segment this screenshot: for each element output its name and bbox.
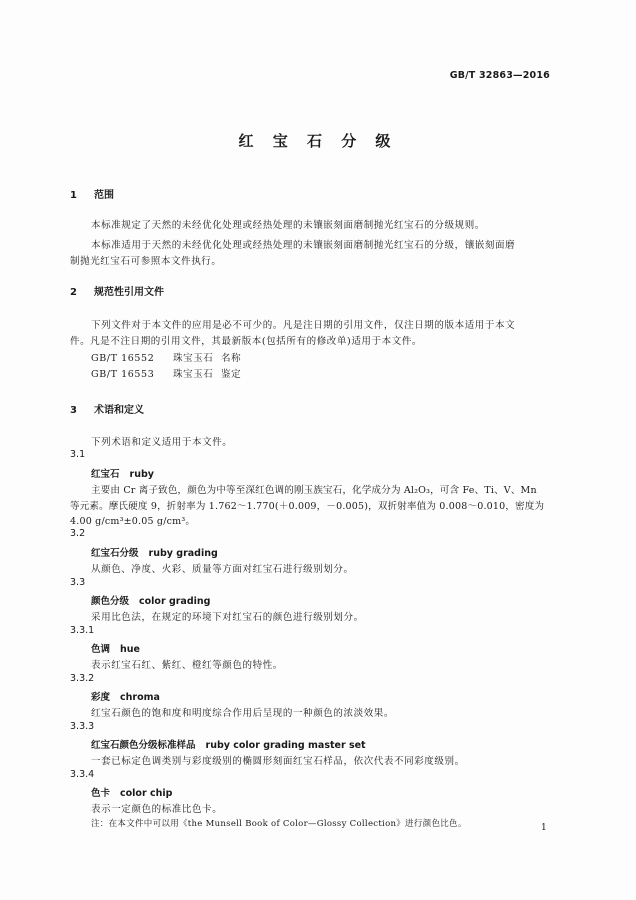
reference-title: 鉴定 (221, 369, 242, 380)
section-1-heading (70, 186, 114, 201)
reference-name: 珠宝玉石 (173, 353, 214, 364)
section-1-paragraph-2-line-1: 本标准适用于天然的未经优化处理或经热处理的未镶嵌刻面磨制抛光红宝石的分级，镶嵌刻面磨 (91, 240, 516, 251)
section-title: 术语和定义 (94, 405, 144, 416)
clause-number: 3.3.1 (70, 625, 95, 636)
page-number: 1 (541, 823, 547, 833)
section-1-paragraph-1: 本标准规定了天然的未经优化处理或经热处理的未镶嵌刻面磨制抛光红宝石的分级规则。 (91, 220, 485, 231)
term-heading (91, 737, 366, 751)
term-en: ruby grading (148, 548, 218, 559)
term-definition-line-2: 等元素。摩氏硬度 9，折射率为 1.762～1.770(＋0.009，－0.005)，双折射率值为 0.008～0.010，密度为 (70, 501, 545, 512)
term-definition-line-3: 4.00 g/cm³±0.05 g/cm³。 (70, 516, 196, 527)
clause-number: 3.3 (70, 577, 86, 588)
reference-title: 名称 (221, 353, 242, 364)
clause-number: 3.1 (70, 449, 86, 460)
term-heading (91, 785, 172, 799)
term-definition: 表示红宝石红、紫红、橙红等颜色的特性。 (91, 660, 283, 671)
clause-number: 3.2 (70, 528, 86, 539)
section-3-intro: 下列术语和定义适用于本文件。 (91, 437, 233, 448)
term-heading (91, 545, 218, 559)
term-zh: 色卡 (91, 788, 111, 799)
term-heading (91, 466, 154, 480)
reference-code: GB/T 16553 (91, 369, 155, 380)
section-number: 1 (70, 190, 77, 201)
term-heading (91, 689, 160, 703)
section-3-heading (70, 401, 144, 416)
term-en: color chip (120, 788, 173, 799)
term-en: chroma (120, 692, 160, 703)
term-definition: 采用比色法，在规定的环境下对红宝石的颜色进行级别划分。 (91, 612, 364, 623)
clause-number: 3.3.3 (70, 721, 95, 732)
term-definition: 红宝石颜色的饱和度和明度综合作用后呈现的一种颜色的浓淡效果。 (91, 708, 395, 719)
section-number: 2 (70, 287, 77, 298)
normative-reference (91, 366, 241, 380)
term-heading (91, 641, 140, 655)
term-note: 注：在本文件中可以用《the Munsell Book of Color—Glossy Collection》进行颜色比色。 (91, 819, 467, 829)
term-zh: 红宝石 (91, 469, 120, 480)
term-en: ruby (129, 469, 154, 480)
term-definition: 一套已标定色调类别与彩度级别的椭圆形刻面红宝石样品，依次代表不同彩度级别。 (91, 756, 465, 767)
term-zh: 颜色分级 (91, 596, 130, 607)
term-zh: 红宝石颜色分级标准样品 (91, 740, 196, 751)
reference-name: 珠宝玉石 (173, 369, 214, 380)
term-en: ruby color grading master set (205, 740, 366, 751)
clause-number: 3.3.2 (70, 673, 95, 684)
standard-code: GB/T 32863—2016 (449, 70, 550, 81)
document-title: 红 宝 石 分 级 (238, 132, 398, 150)
section-1-paragraph-2-line-2: 制抛光红宝石可参照本文件执行。 (70, 256, 222, 267)
term-zh: 彩度 (91, 692, 111, 703)
section-title: 规范性引用文件 (94, 287, 164, 298)
term-definition-line-1: 主要由 Cr 离子致色，颜色为中等至深红色调的刚玉族宝石，化学成分为 Al₂O₃，可含 Fe、Ti、V、Mn (91, 485, 537, 496)
clause-number: 3.3.4 (70, 769, 95, 780)
section-2-paragraph-line-1: 下列文件对于本文件的应用是必不可少的。凡是注日期的引用文件，仅注日期的版本适用于本文 (91, 320, 516, 331)
section-2-heading (70, 283, 164, 298)
term-en: hue (120, 644, 140, 655)
term-zh: 色调 (91, 644, 111, 655)
section-2-paragraph-line-2: 件。凡是不注日期的引用文件，其最新版本(包括所有的修改单)适用于本文件。 (70, 336, 423, 347)
term-heading (91, 593, 210, 607)
term-definition: 从颜色、净度、火彩、质量等方面对红宝石进行级别划分。 (91, 564, 354, 575)
section-number: 3 (70, 405, 77, 416)
term-en: color grading (139, 596, 211, 607)
section-title: 范围 (94, 190, 114, 201)
normative-reference (91, 350, 241, 364)
term-definition: 表示一定颜色的标准比色卡。 (91, 804, 223, 815)
term-zh: 红宝石分级 (91, 548, 139, 559)
reference-code: GB/T 16552 (91, 353, 155, 364)
